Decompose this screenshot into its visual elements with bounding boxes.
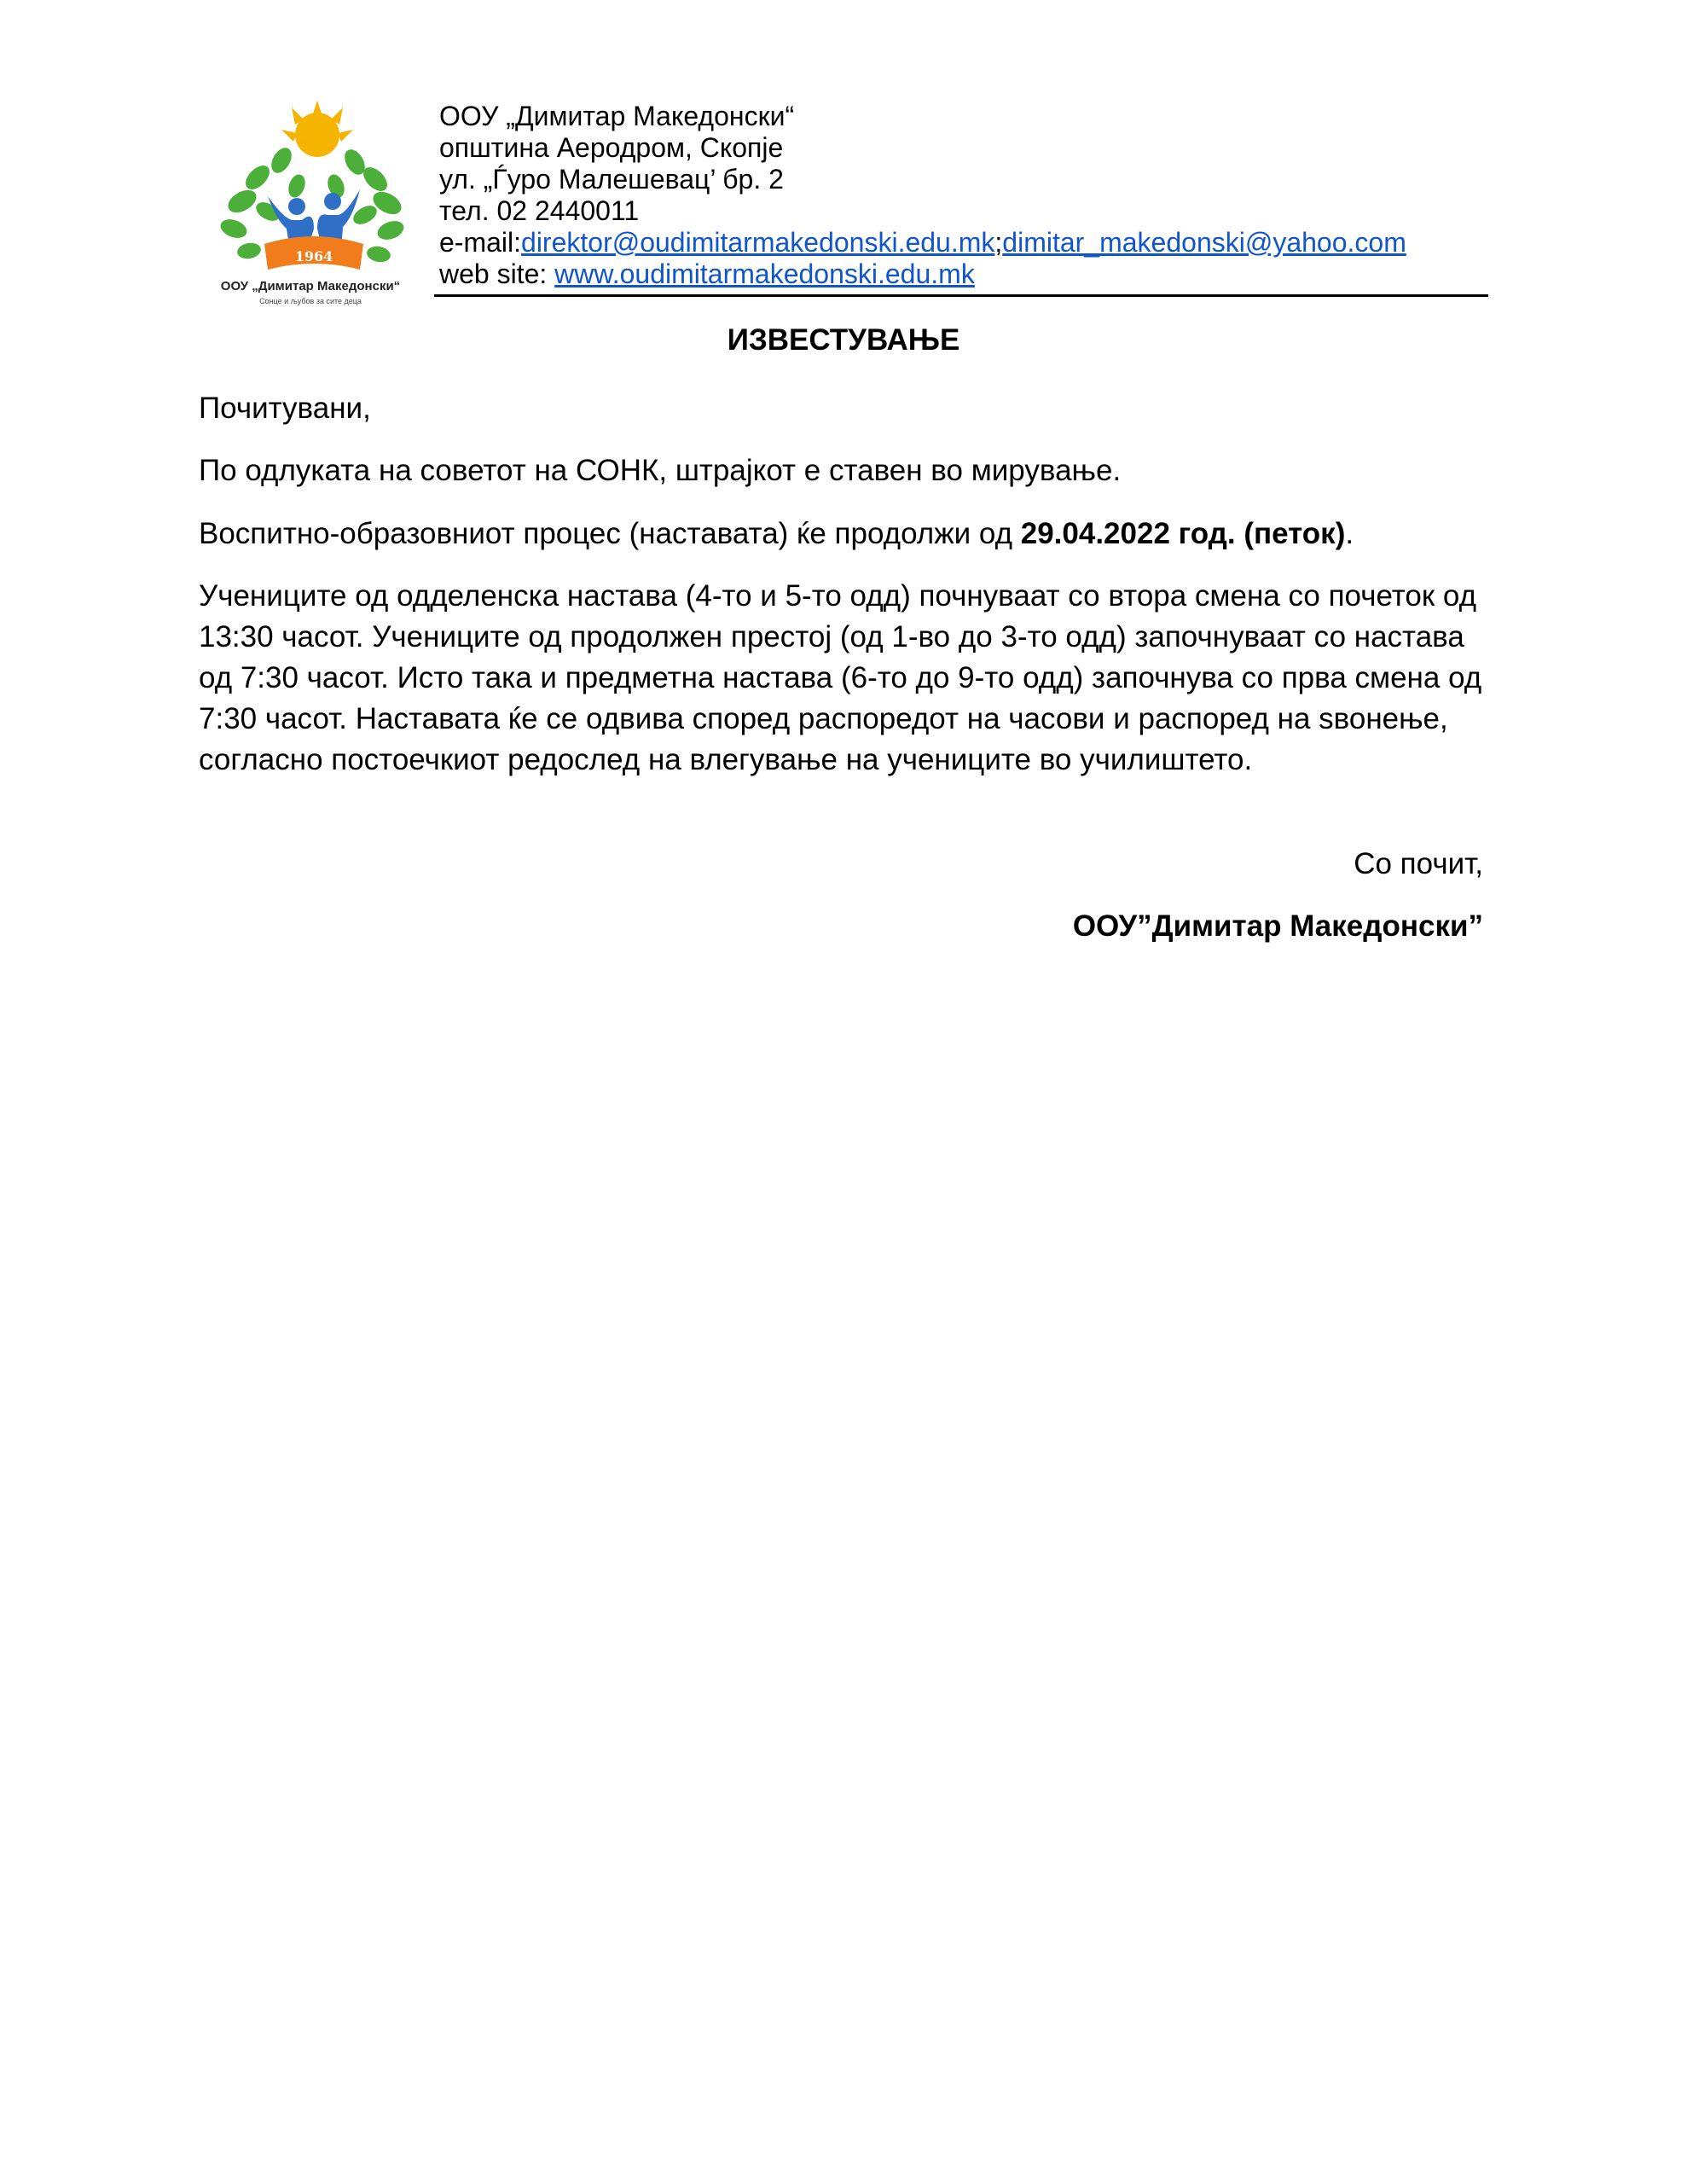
school-contact-block: [439, 101, 1406, 290]
document-title: ИЗВЕСТУВАЊЕ: [727, 323, 960, 357]
website-label: web site:: [439, 258, 555, 289]
school-logo-graphic: [208, 101, 413, 312]
resume-text-end: .: [1345, 517, 1354, 550]
email-link-director[interactable]: direktor@oudimitarmakedonski.edu.mk: [521, 227, 995, 258]
school-address: ул. „Ѓуро Малешевац’ бр. 2: [439, 164, 784, 195]
resume-date: 29.04.2022 год. (петок): [1020, 517, 1346, 550]
email-link-yahoo[interactable]: dimitar_makedonski@yahoo.com: [1002, 227, 1406, 258]
email-separator: ;: [994, 227, 1003, 258]
logo-year: 1964: [294, 248, 333, 264]
school-logo: [208, 101, 413, 312]
logo-motto: Сонце и љубов за сите деца: [259, 297, 362, 305]
logo-school-name: ООУ „Димитар Македонски“: [220, 279, 401, 293]
email-label: e-mail:: [439, 227, 522, 258]
email-line: [439, 227, 1406, 258]
sun-icon: [281, 101, 353, 157]
greeting: Почитувани,: [199, 392, 371, 425]
resume-text: Воспитно-образовниот процес (наставата) ќе продолжи од: [199, 517, 1021, 550]
signature: ООУ”Димитар Македонски”: [1072, 909, 1483, 943]
closing-regards: Со почит,: [1354, 847, 1483, 880]
school-municipality: општина Аеродром, Скопје: [439, 132, 784, 163]
school-name: ООУ „Димитар Македонски“: [439, 101, 795, 131]
header-divider: [434, 294, 1488, 297]
book-icon: [264, 236, 363, 270]
website-link[interactable]: www.oudimitarmakedonski.edu.mk: [554, 258, 975, 289]
paragraph-strike-suspended: По одлуката на советот на СОНК, штрајкот е ставен во мирување.: [199, 454, 1122, 487]
website-line: [439, 258, 1406, 290]
paragraph-schedule: Учениците од одделенска настава (4-то и 5-то одд) почнуваат со втора смена со почеток од 13:30 часот. Учениците од продолжен престој (од 1-во до 3-то одд) започнуваат со настава од 7:30 часот. Исто така и предметна настава (6-то до 9-то одд) започнува со прва смена од 7:30 часот. Наставата ќе се одвива според распоредот на часови и распоред на ѕвонење, согласно постоечкиот редослед на влегување на учениците во училиштето.: [199, 579, 1482, 776]
paragraph-resume-date: [199, 514, 1495, 555]
school-phone: тел. 02 2440011: [439, 195, 640, 226]
